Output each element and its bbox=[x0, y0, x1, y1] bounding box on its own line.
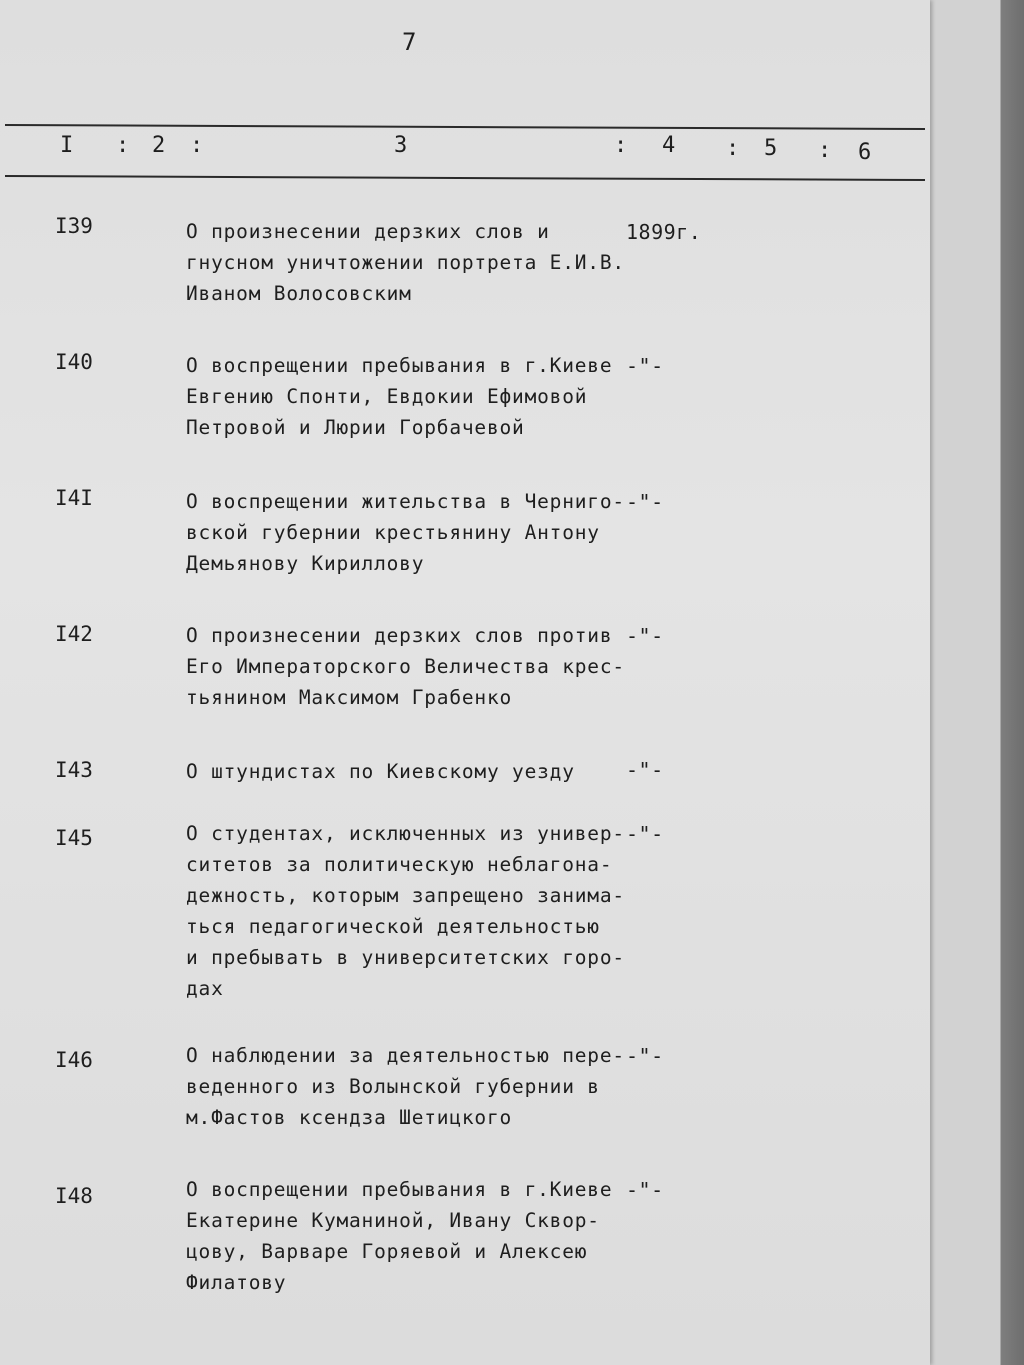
title-line: и пребывать в университетских горо- bbox=[186, 946, 625, 969]
title-line: дежность, которым запрещено занима- bbox=[186, 884, 625, 907]
row-title bbox=[186, 350, 656, 443]
row-date: -"- bbox=[626, 758, 664, 782]
title-line: Демьянову Кириллову bbox=[186, 552, 425, 575]
title-line: гнусном уничтожении портрета Е.И.В. bbox=[186, 251, 625, 274]
row-number: I4I bbox=[55, 486, 93, 510]
column-separator: : bbox=[726, 136, 740, 161]
row-number: I42 bbox=[55, 622, 93, 646]
title-line: цову, Варваре Горяевой и Алексею bbox=[186, 1240, 588, 1263]
page-number: 7 bbox=[402, 28, 418, 56]
row-title bbox=[186, 756, 656, 787]
title-line: О произнесении дерзких слов и bbox=[186, 220, 550, 243]
row-date: 1899г. bbox=[626, 220, 702, 244]
title-line: О воспрещении жительства в Черниго- bbox=[186, 490, 625, 513]
title-line: О студентах, исключенных из универ- bbox=[186, 822, 625, 845]
row-date: -"- bbox=[626, 624, 664, 648]
title-line: Его Императорского Величества крес- bbox=[186, 655, 625, 678]
title-line: веденного из Волынской губернии в bbox=[186, 1075, 600, 1098]
column-header-4: 4 bbox=[662, 133, 676, 158]
row-number: I40 bbox=[55, 350, 93, 374]
row-title bbox=[186, 216, 656, 309]
column-separator: : bbox=[818, 138, 832, 163]
column-header-2: 2 bbox=[152, 133, 166, 158]
title-line: Петровой и Люрии Горбачевой bbox=[186, 416, 525, 439]
title-line: О штундистах по Киевскому уезду bbox=[186, 760, 575, 783]
row-number: I46 bbox=[55, 1048, 93, 1072]
header-rule-top bbox=[5, 124, 925, 130]
title-line: Евгению Спонти, Евдокии Ефимовой bbox=[186, 385, 588, 408]
title-line: Филатову bbox=[186, 1271, 287, 1294]
row-date: -"- bbox=[626, 1178, 664, 1202]
row-number: I48 bbox=[55, 1184, 93, 1208]
row-date: -"- bbox=[626, 1044, 664, 1068]
title-line: Екатерине Куманиной, Ивану Сквор- bbox=[186, 1209, 600, 1232]
title-line: вской губернии крестьянину Антону bbox=[186, 521, 600, 544]
title-line: О воспрещении пребывания в г.Киеве bbox=[186, 1178, 613, 1201]
row-number: I45 bbox=[55, 826, 93, 850]
title-line: Иваном Волосовским bbox=[186, 282, 412, 305]
column-separator: : bbox=[190, 133, 204, 158]
row-title bbox=[186, 818, 656, 1004]
title-line: дах bbox=[186, 977, 224, 1000]
row-date: -"- bbox=[626, 354, 664, 378]
title-line: ситетов за политическую неблагона- bbox=[186, 853, 613, 876]
title-line: м.Фастов ксендза Шетицкого bbox=[186, 1106, 513, 1129]
title-line: О воспрещении пребывания в г.Киеве bbox=[186, 354, 613, 377]
column-separator: : bbox=[614, 133, 628, 158]
column-header-5: 5 bbox=[764, 136, 778, 161]
title-line: ться педагогической деятельностью bbox=[186, 915, 600, 938]
row-title bbox=[186, 1040, 656, 1133]
title-line: О произнесении дерзких слов против bbox=[186, 624, 613, 647]
title-line: тьянином Максимом Грабенко bbox=[186, 686, 513, 709]
row-title bbox=[186, 486, 656, 579]
row-title bbox=[186, 1174, 656, 1298]
column-separator: : bbox=[116, 133, 130, 158]
column-header-6: 6 bbox=[858, 140, 872, 165]
header-rule-bottom bbox=[5, 175, 925, 181]
column-header-1: I bbox=[60, 133, 74, 158]
row-date: -"- bbox=[626, 490, 664, 514]
column-header-3: 3 bbox=[394, 133, 408, 158]
row-title bbox=[186, 620, 656, 713]
title-line: О наблюдении за деятельностью пере- bbox=[186, 1044, 625, 1067]
row-date: -"- bbox=[626, 822, 664, 846]
row-number: I43 bbox=[55, 758, 93, 782]
row-number: I39 bbox=[55, 214, 93, 238]
